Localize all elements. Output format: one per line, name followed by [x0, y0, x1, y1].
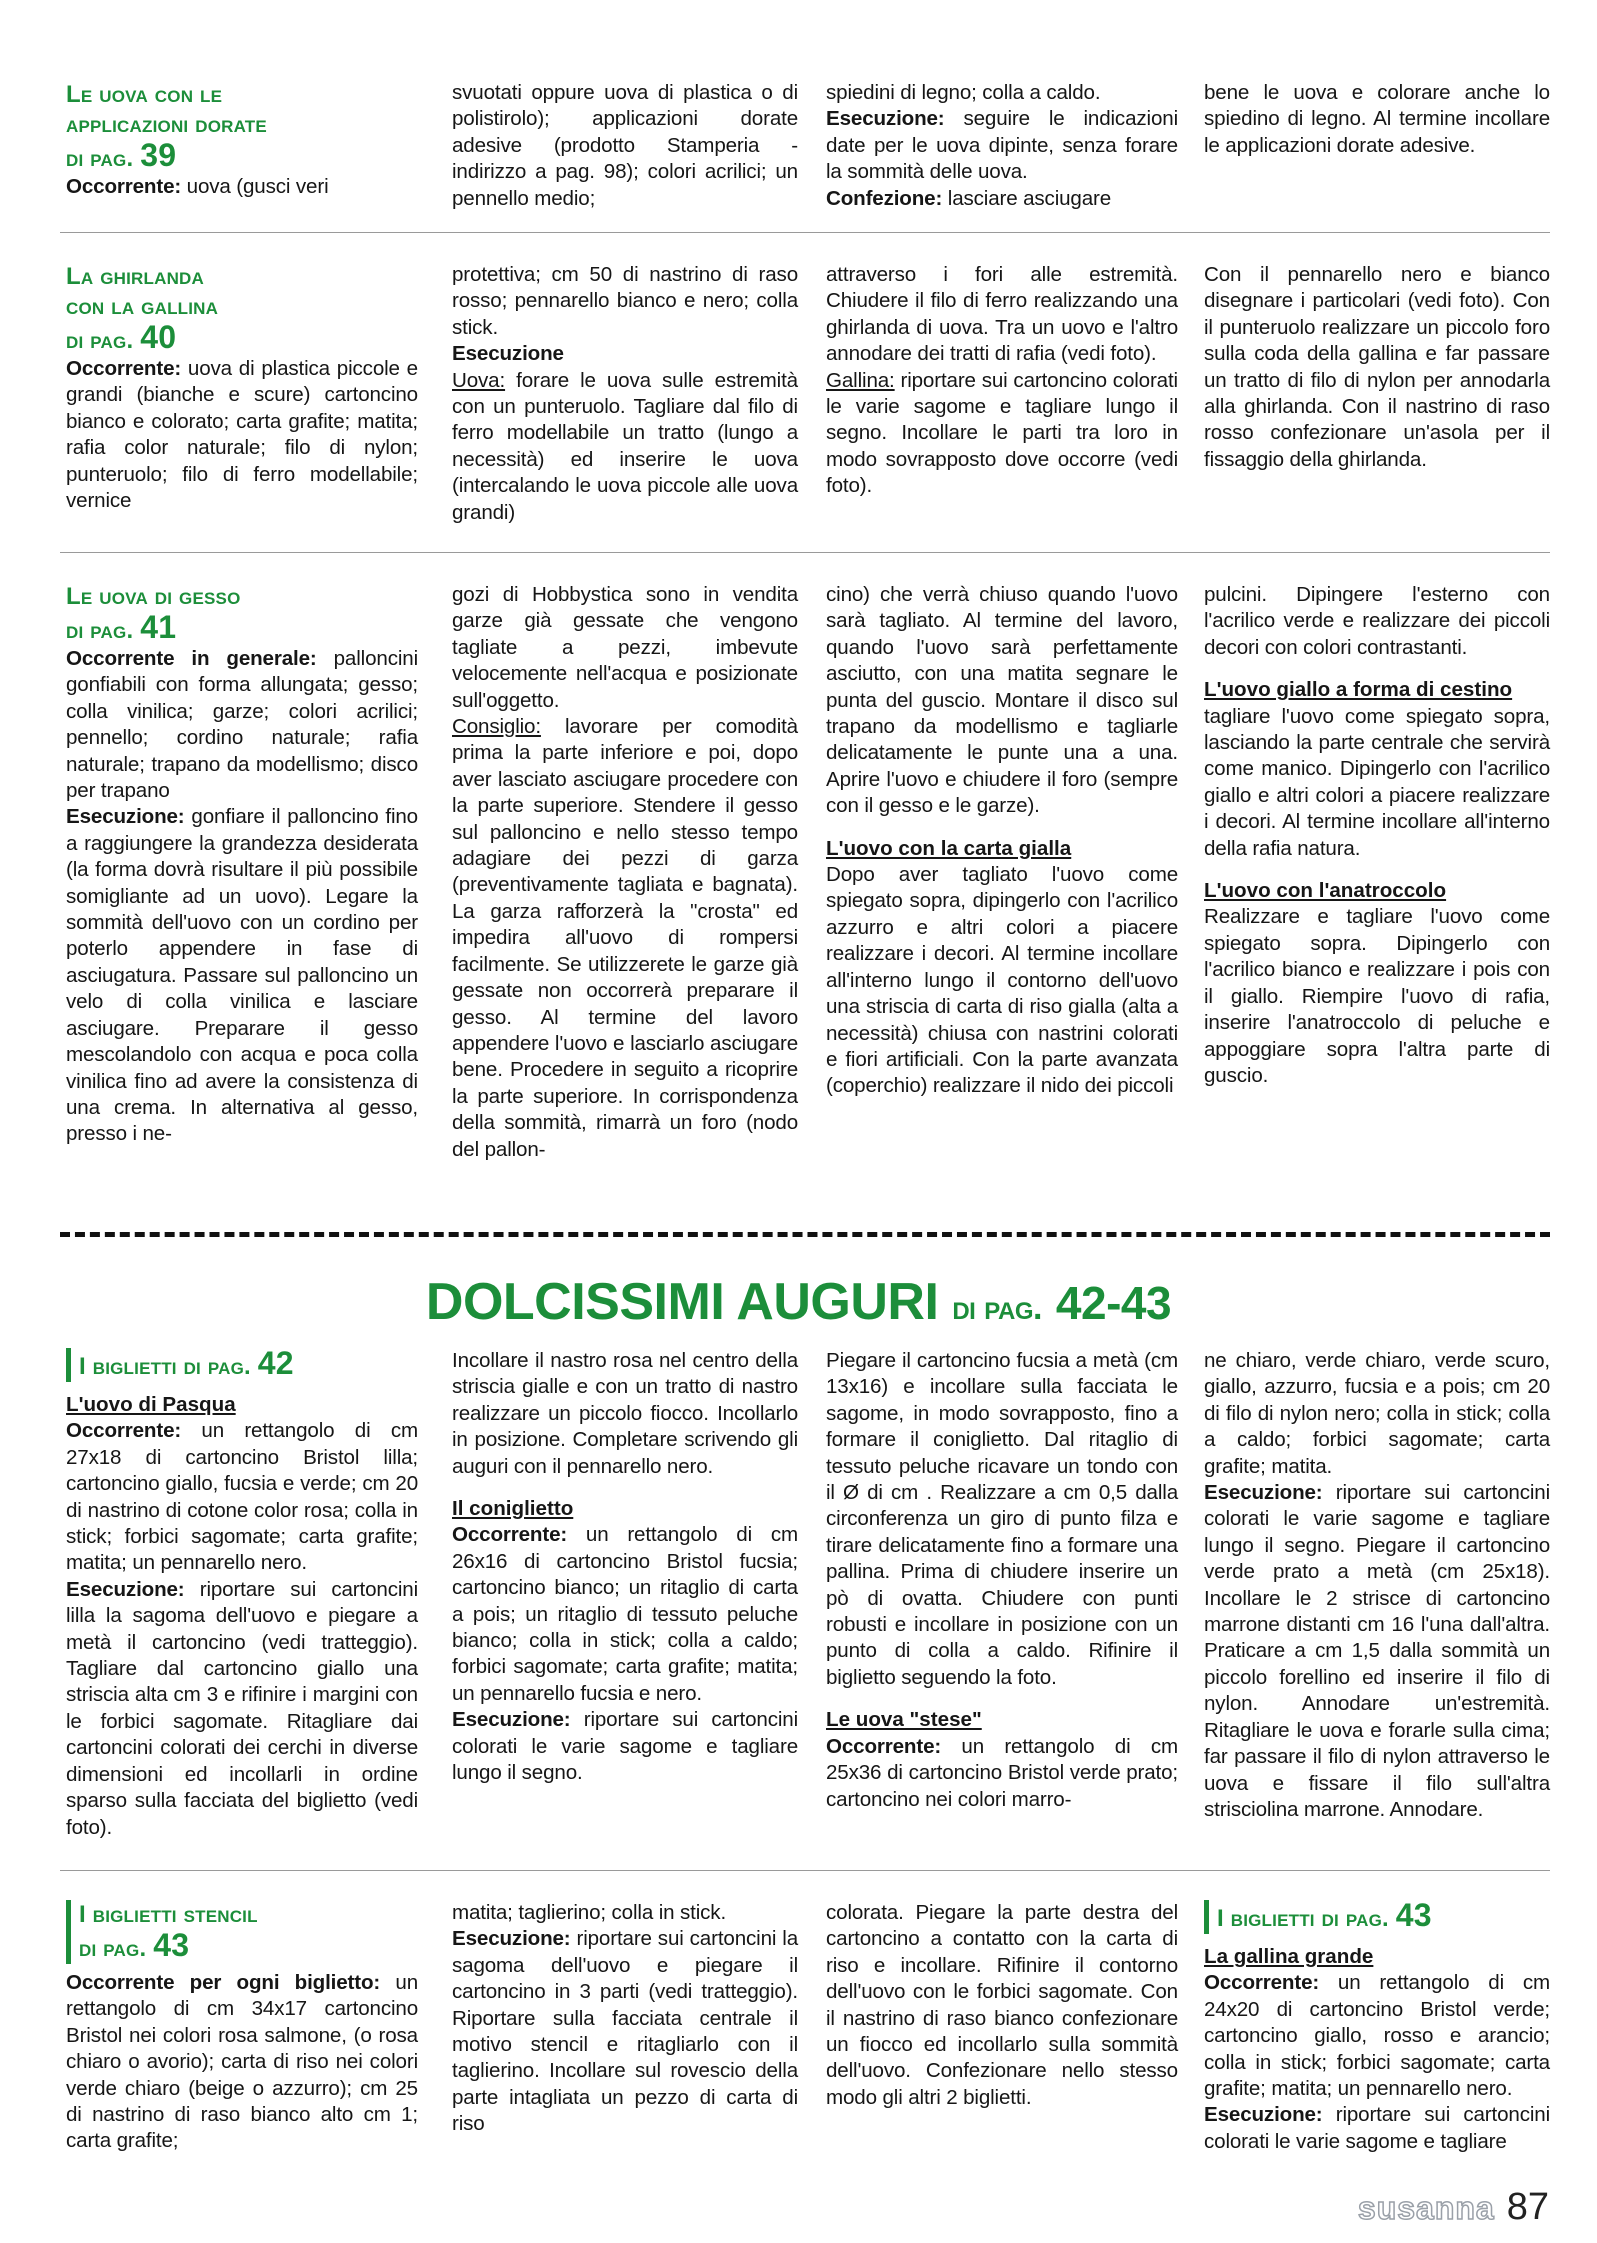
paragraph: tagliare l'uovo come spiegato sopra, lasciando la parte centrale che servirà come manico. Dipingerlo con l'acrilico giallo e altri colori a piacere realizzare i decori. Al termine incollare all'interno della rafia natura. [1204, 704, 1550, 860]
title-line: con la gallina [66, 293, 219, 320]
text: un rettangolo di cm 27x18 di cartoncino Bristol lilla; cartoncino giallo, fucsia e verde; cm 20 di nastrino di cotone color rosa; colla in stick; forbici sagomate; carta grafite; matita; un pennarello nero. [66, 1419, 418, 1575]
text: lasciare asciugare [947, 186, 1112, 210]
paragraph: Con il pennarello nero e bianco disegnare i particolari (vedi foto). Con il punteruolo realizzare un piccolo foro sulla coda della gallina e far passare un tratto di filo di nylon per annodarla alla ghirlanda. Con il nastrino di raso rosso confezionare un'asola per il fissaggio della ghirlanda. [1204, 263, 1550, 471]
label: Occorrente per ogni biglietto: [66, 1971, 381, 1994]
subheading: La gallina grande [1204, 1945, 1374, 1968]
text: matita; taglierino; colla in stick. [452, 1901, 727, 1924]
column-1 [60, 1900, 440, 2155]
label: Occorrente: [66, 1419, 182, 1443]
label: Esecuzione: [452, 1927, 571, 1951]
column-4 [1200, 582, 1550, 1163]
paragraph: svuotati oppure uova di plastica o di polistirolo); applicazioni dorate adesive (prodotto Stamperia - indirizzo a pag. 98); colori acrilici; un pennello medio; [452, 81, 798, 210]
column-3 [820, 262, 1200, 526]
section-title [66, 262, 418, 356]
label: Occorrente: [66, 175, 182, 198]
title-prefix: I biglietti di pag. [79, 1353, 251, 1380]
paragraph: Dopo aver tagliato l'uovo come spiegato sopra, dipingerlo con l'acrilico azzurro e altri colori a piacere realizzare i decori. Al termine incollare all'interno lungo il contorno dell'uovo una striscia di carta di riso gialla (alta a necessità) chiusa con nastrini colorati e fiori artificiali. Con la parte avanzata (coperchio) realizzare il nido dei piccoli [826, 863, 1178, 1098]
column-2 [440, 1348, 820, 1841]
text: un rettangolo di cm 26x16 di cartoncino Bristol fucsia; cartoncino bianco; un ritaglio di carta a pois; un ritaglio di tessuto peluche bianco; colla in stick; colla a caldo; forbici sagomate; carta grafite; matita; un pennarello fucsia e nero. [452, 1523, 798, 1705]
label: Occorrente in generale: [66, 647, 317, 670]
column-1 [60, 262, 440, 526]
paragraph [1204, 1348, 1550, 1823]
title-prefix: di pag. [66, 327, 134, 354]
title-page-number: 43 [153, 1927, 190, 1963]
subheading: L'uovo con l'anatroccolo [1204, 879, 1447, 903]
column-4 [1200, 80, 1550, 212]
label: Esecuzione: [66, 805, 185, 829]
title-line: applicazioni dorate [66, 111, 267, 138]
label: Esecuzione [452, 342, 564, 366]
paragraph [66, 1418, 418, 1841]
underlined-label: Consiglio: [452, 715, 541, 739]
label: Occorrente: [1204, 1971, 1320, 1995]
section-ghirlanda [60, 262, 1550, 526]
text: un rettangolo di cm 34x17 cartoncino Bristol nei colori rosa salmone, (o rosa chiaro o avorio); carta di riso nei colori verde chiaro (beige o azzurro); cm 25 di nastrino di raso bianco alto cm 1; carta grafite; [66, 1971, 418, 2153]
paragraph: Incollare il nastro rosa nel centro della striscia gialle e con un tratto di nastro realizzare un piccolo fiocco. Incollarlo in posizione. Completare scrivendo gli auguri con il pennarello nero. [452, 1349, 798, 1478]
text: un rettangolo di cm 25x36 di cartoncino Bristol verde prato; cartoncino nei colori marro- [826, 1734, 1178, 1811]
page-heading [0, 1272, 1597, 1332]
section-title [79, 1900, 258, 1964]
heading-prefix: di pag. [952, 1289, 1042, 1327]
section-title-wrap [1204, 1897, 1550, 1934]
title-page-number: 43 [1395, 1897, 1432, 1933]
title-page-number: 40 [140, 319, 177, 355]
paragraph [452, 582, 798, 1163]
paragraph: bene le uova e colorare anche lo spiedino di legno. Al termine incollare le applicazioni dorate adesive. [1204, 81, 1550, 157]
subheading: Il coniglietto [452, 1497, 574, 1521]
title-prefix: I biglietti di pag. [1217, 1905, 1389, 1932]
section-title-wrap [66, 1345, 418, 1382]
paragraph: pulcini. Dipingere l'esterno con l'acrilico verde e realizzare dei piccoli decori con colori contrastanti. [1204, 583, 1550, 659]
paragraph [452, 1900, 798, 2138]
column-3 [820, 80, 1200, 212]
text: gonfiare il palloncino fino a raggiungere la grandezza desiderata (la forma dovrà risultare il più possibile somigliante ad un uovo). Legare la sommità dell'uovo con un cordino per poterlo appendere in fase di asciugatura. Passare sul palloncino un velo di colla vinilica e lasciare asciugare. Preparare il gesso mescolandolo con acqua e poca colla vinilica fino ad avere la consistenza di una crema. In alternativa al gesso, presso i ne- [66, 805, 418, 1146]
column-3 [820, 1348, 1200, 1841]
text: riportare sui cartoncini colorati le varie sagome e tagliare lungo il segno. [452, 1708, 798, 1785]
text: palloncini gonfiabili con forma allungata; gesso; colla vinilica; garze; colori acrilici; pennello; cordino naturale; rafia naturale; trapano da modellismo; disco per trapano [66, 647, 418, 803]
label: Esecuzione: [1204, 2103, 1323, 2127]
section-uova-gesso [60, 582, 1550, 1163]
label: Confezione: [826, 186, 943, 210]
label: Esecuzione: [826, 107, 945, 131]
title-prefix: di pag. [66, 617, 134, 644]
paragraph [66, 356, 418, 514]
paragraph [1204, 1970, 1550, 2155]
column-2 [440, 80, 820, 212]
text: forare le uova sulle estremità con un punteruolo. Tagliare dal filo di ferro modellabile un tratto (lungo a necessità) ed inserire le uova (intercalando le uova piccole alle uova grandi) [452, 368, 798, 524]
label: Esecuzione: [452, 1708, 571, 1732]
page-number: 87 [1506, 2186, 1549, 2228]
column-4 [1200, 1348, 1550, 1841]
text: seguire le indicazioni date per le uova dipinte, senza forare la sommità delle uova. [826, 107, 1178, 184]
paragraph [66, 174, 418, 200]
column-4 [1200, 262, 1550, 526]
heading-main: DOLCISSIMI AUGURI [425, 1273, 939, 1331]
column-3 [820, 1900, 1200, 2155]
column-1 [60, 1345, 440, 1841]
column-2 [440, 582, 820, 1163]
magazine-logo: susanna [1357, 2190, 1495, 2226]
text: spiedini di legno; colla a caldo. [826, 81, 1101, 104]
text: lavorare per comodità prima la parte inferiore e poi, dopo aver lasciato asciugare procedere con la parte superiore. Stendere il gesso sul palloncino e nello stesso tempo adagiare dei pezzi di garza (preventivamente tagliata e bagnata). La garza rafforzerà la "crosta" ed impedira all'uovo di rompersi facilmente. Se utilizzerete le garze già gessate non occorrerà preparare il gesso. Al termine del lavoro appendere l'uovo e lasciarlo asciugare bene. Procedere in seguito a ricoprire la parte superiore. In corrispondenza della sommità, rimarrà un foro (nodo del pallon- [452, 715, 798, 1161]
underlined-label: Uova: [452, 368, 506, 392]
label: Esecuzione: [66, 1577, 185, 1601]
paragraph: colorata. Piegare la parte destra del cartoncino a contatto con la carta di riso e incollare. Rifinire il contorno dell'uovo con le forbici sagomate. Con il nastrino di raso bianco confezionare un fiocco ed incollarlo sulla sommità dell'uovo. Confezionare nello stesso modo gli altri 2 biglietti. [826, 1901, 1178, 2109]
section-title [79, 1345, 294, 1382]
divider [60, 552, 1550, 553]
column-1 [60, 582, 440, 1163]
title-page-number: 39 [140, 137, 177, 173]
column-2 [440, 262, 820, 526]
text: gozi di Hobbystica sono in vendita garze già gessate che vengono tagliate a pezzi, imbevute velocemente nell'acqua e posizionate sull'oggetto. [452, 583, 798, 712]
paragraph: Realizzare e tagliare l'uovo come spiegato sopra. Dipingerlo con l'acrilico bianco e realizzare i pois con il giallo. Riempire l'uovo di rafia, inserire l'anatroccolo di peluche e appoggiare sopra l'altra parte di guscio. [1204, 905, 1550, 1087]
paragraph [452, 262, 798, 526]
dashed-separator [60, 1232, 1550, 1237]
title-bar [66, 1900, 71, 1964]
title-line: Le uova con le [66, 81, 223, 108]
text: uova (gusci veri [186, 175, 329, 198]
label: Occorrente: [66, 357, 182, 380]
divider [60, 1870, 1550, 1871]
column-4 [1200, 1897, 1550, 2155]
title-line: La ghirlanda [66, 263, 204, 290]
paragraph: cino) che verrà chiuso quando l'uovo sarà tagliato. Al termine del lavoro, quando l'uovo sarà perfettamente asciutto, con una matita segnare le punta del guscio. Montare il disco sul trapano da modellismo e tagliarle delicatamente le punte una a una. Aprire l'uovo e chiudere il foro (sempre con il gesso e le garze). [826, 583, 1178, 818]
paragraph [66, 646, 418, 1148]
subheading: L'uovo di Pasqua [66, 1393, 236, 1416]
text: riportare sui cartoncini colorati le varie sagome e tagliare [1204, 2103, 1550, 2153]
paragraph: Piegare il cartoncino fucsia a metà (cm 13x16) e incollare sulla facciata le sagome, in modo sovrapposto, fino a formare il coniglietto. Dal ritaglio di tessuto peluche ricavare un tondo con il Ø di cm . Realizzare a cm 0,5 dalla circonferenza un giro di punto filza e tirare delicatamente fino a formare una pallina. Prima di chiudere inserire un pò di ovatta. Chiudere con punti robusti e incollare in posizione con un punto di colla a caldo. Rifinire il biglietto seguendo la foto. [826, 1349, 1178, 1689]
text: riportare sui cartoncini lilla la sagoma dell'uovo e piegare a metà il cartoncino (vedi tratteggio). Tagliare dal cartoncino giallo una striscia alta cm 3 e rifinire i margini con le forbici sagomate. Ritagliare dai cartoncini colorati dei cerchi in diverse dimensioni ed incollarli in ordine sparso sulla facciata del biglietto (vedi foto). [66, 1577, 418, 1839]
text: riportare sui cartoncino colorati le varie sagome e tagliare lungo il segno. Incollare le parti tra loro in modo sovrapposto dove occorre (vedi foto). [826, 368, 1178, 498]
title-prefix: di pag. [79, 1935, 147, 1962]
paragraph [826, 1734, 1178, 1813]
subheading: Le uova "stese" [826, 1708, 982, 1732]
section-title [1217, 1897, 1432, 1934]
text: riportare sui cartoncini la sagoma dell'uovo e piegare il cartoncino in 3 parti (vedi tratteggio). Riportare sulla facciata centrale il motivo stencil e ritagliarlo con il taglierino. Incollare sul rovescio della parte intagliata un pezzo di carta di riso [452, 1927, 798, 2136]
page-footer [1358, 2186, 1549, 2229]
subheading: L'uovo giallo a forma di cestino [1204, 678, 1513, 702]
text: ne chiaro, verde chiaro, verde scuro, giallo, azzurro, fucsia e a pois; cm 20 di filo di nylon nero; colla in stick; colla a caldo; forbici sagomate; carta grafite; matita. [1204, 1349, 1550, 1478]
text: riportare sui cartoncini colorati le varie sagome e tagliare lungo il segno. Piegare il cartoncino verde prato a metà (cm 25x18). Incollare le 2 strisce di cartoncino marrone distanti cm 16 l'una dall'altra. Praticare a cm 1,5 dalla sommità un piccolo forellino ed inserire il filo di nylon. Annodare un'estremità. Ritagliare le uova e forarle sulla cima; far passare il filo di nylon attraverso le uova e fissare il filo sull'altra strisciolina marrone. Annodare. [1204, 1481, 1550, 1821]
section-biglietti-42 [60, 1345, 1550, 1841]
subheading: L'uovo con la carta gialla [826, 836, 1072, 860]
paragraph [66, 1970, 418, 2155]
label: Esecuzione: [1204, 1481, 1323, 1505]
title-line: Le uova di gesso [66, 583, 241, 610]
title-prefix: di pag. [66, 145, 134, 172]
paragraph [452, 1522, 798, 1786]
column-3 [820, 582, 1200, 1163]
divider [60, 232, 1550, 233]
paragraph [826, 262, 1178, 500]
section-title [66, 582, 418, 646]
title-bar [66, 1348, 71, 1382]
label: Occorrente: [452, 1523, 568, 1547]
column-1 [60, 80, 440, 212]
title-page-number: 41 [140, 609, 177, 645]
heading-pages: 42-43 [1055, 1277, 1172, 1329]
text: uova di plastica piccole e grandi (bianche e scure) cartoncino bianco e colorato; carta grafite; matita; rafia color naturale; filo di nylon; punteruolo; filo di ferro modellabile; vernice [66, 357, 418, 513]
label: Occorrente: [826, 1734, 942, 1758]
text: attraverso i fori alle estremità. Chiudere il filo di ferro realizzando una ghirlanda di uova. Tra un uovo e l'altro annodare dei tratti di rafia (vedi foto). [826, 263, 1178, 366]
section-biglietti-stencil [60, 1897, 1550, 2155]
text: protettiva; cm 50 di nastrino di raso rosso; pennarello bianco e nero; colla stick. [452, 263, 798, 339]
text: un rettangolo di cm 24x20 di cartoncino Bristol verde; cartoncino giallo, rosso e arancio; colla in stick; forbici sagomate; carta grafite; matita; un pennarello nero. [1204, 1971, 1550, 2101]
section-title [66, 80, 418, 174]
title-page-number: 42 [257, 1345, 294, 1381]
paragraph [826, 80, 1178, 212]
title-line: I biglietti stencil [79, 1901, 258, 1928]
underlined-label: Gallina: [826, 368, 895, 392]
title-bar [1204, 1900, 1209, 1934]
section-uova-applicazioni [60, 80, 1550, 212]
section-title-wrap [66, 1900, 418, 1964]
column-2 [440, 1900, 820, 2155]
